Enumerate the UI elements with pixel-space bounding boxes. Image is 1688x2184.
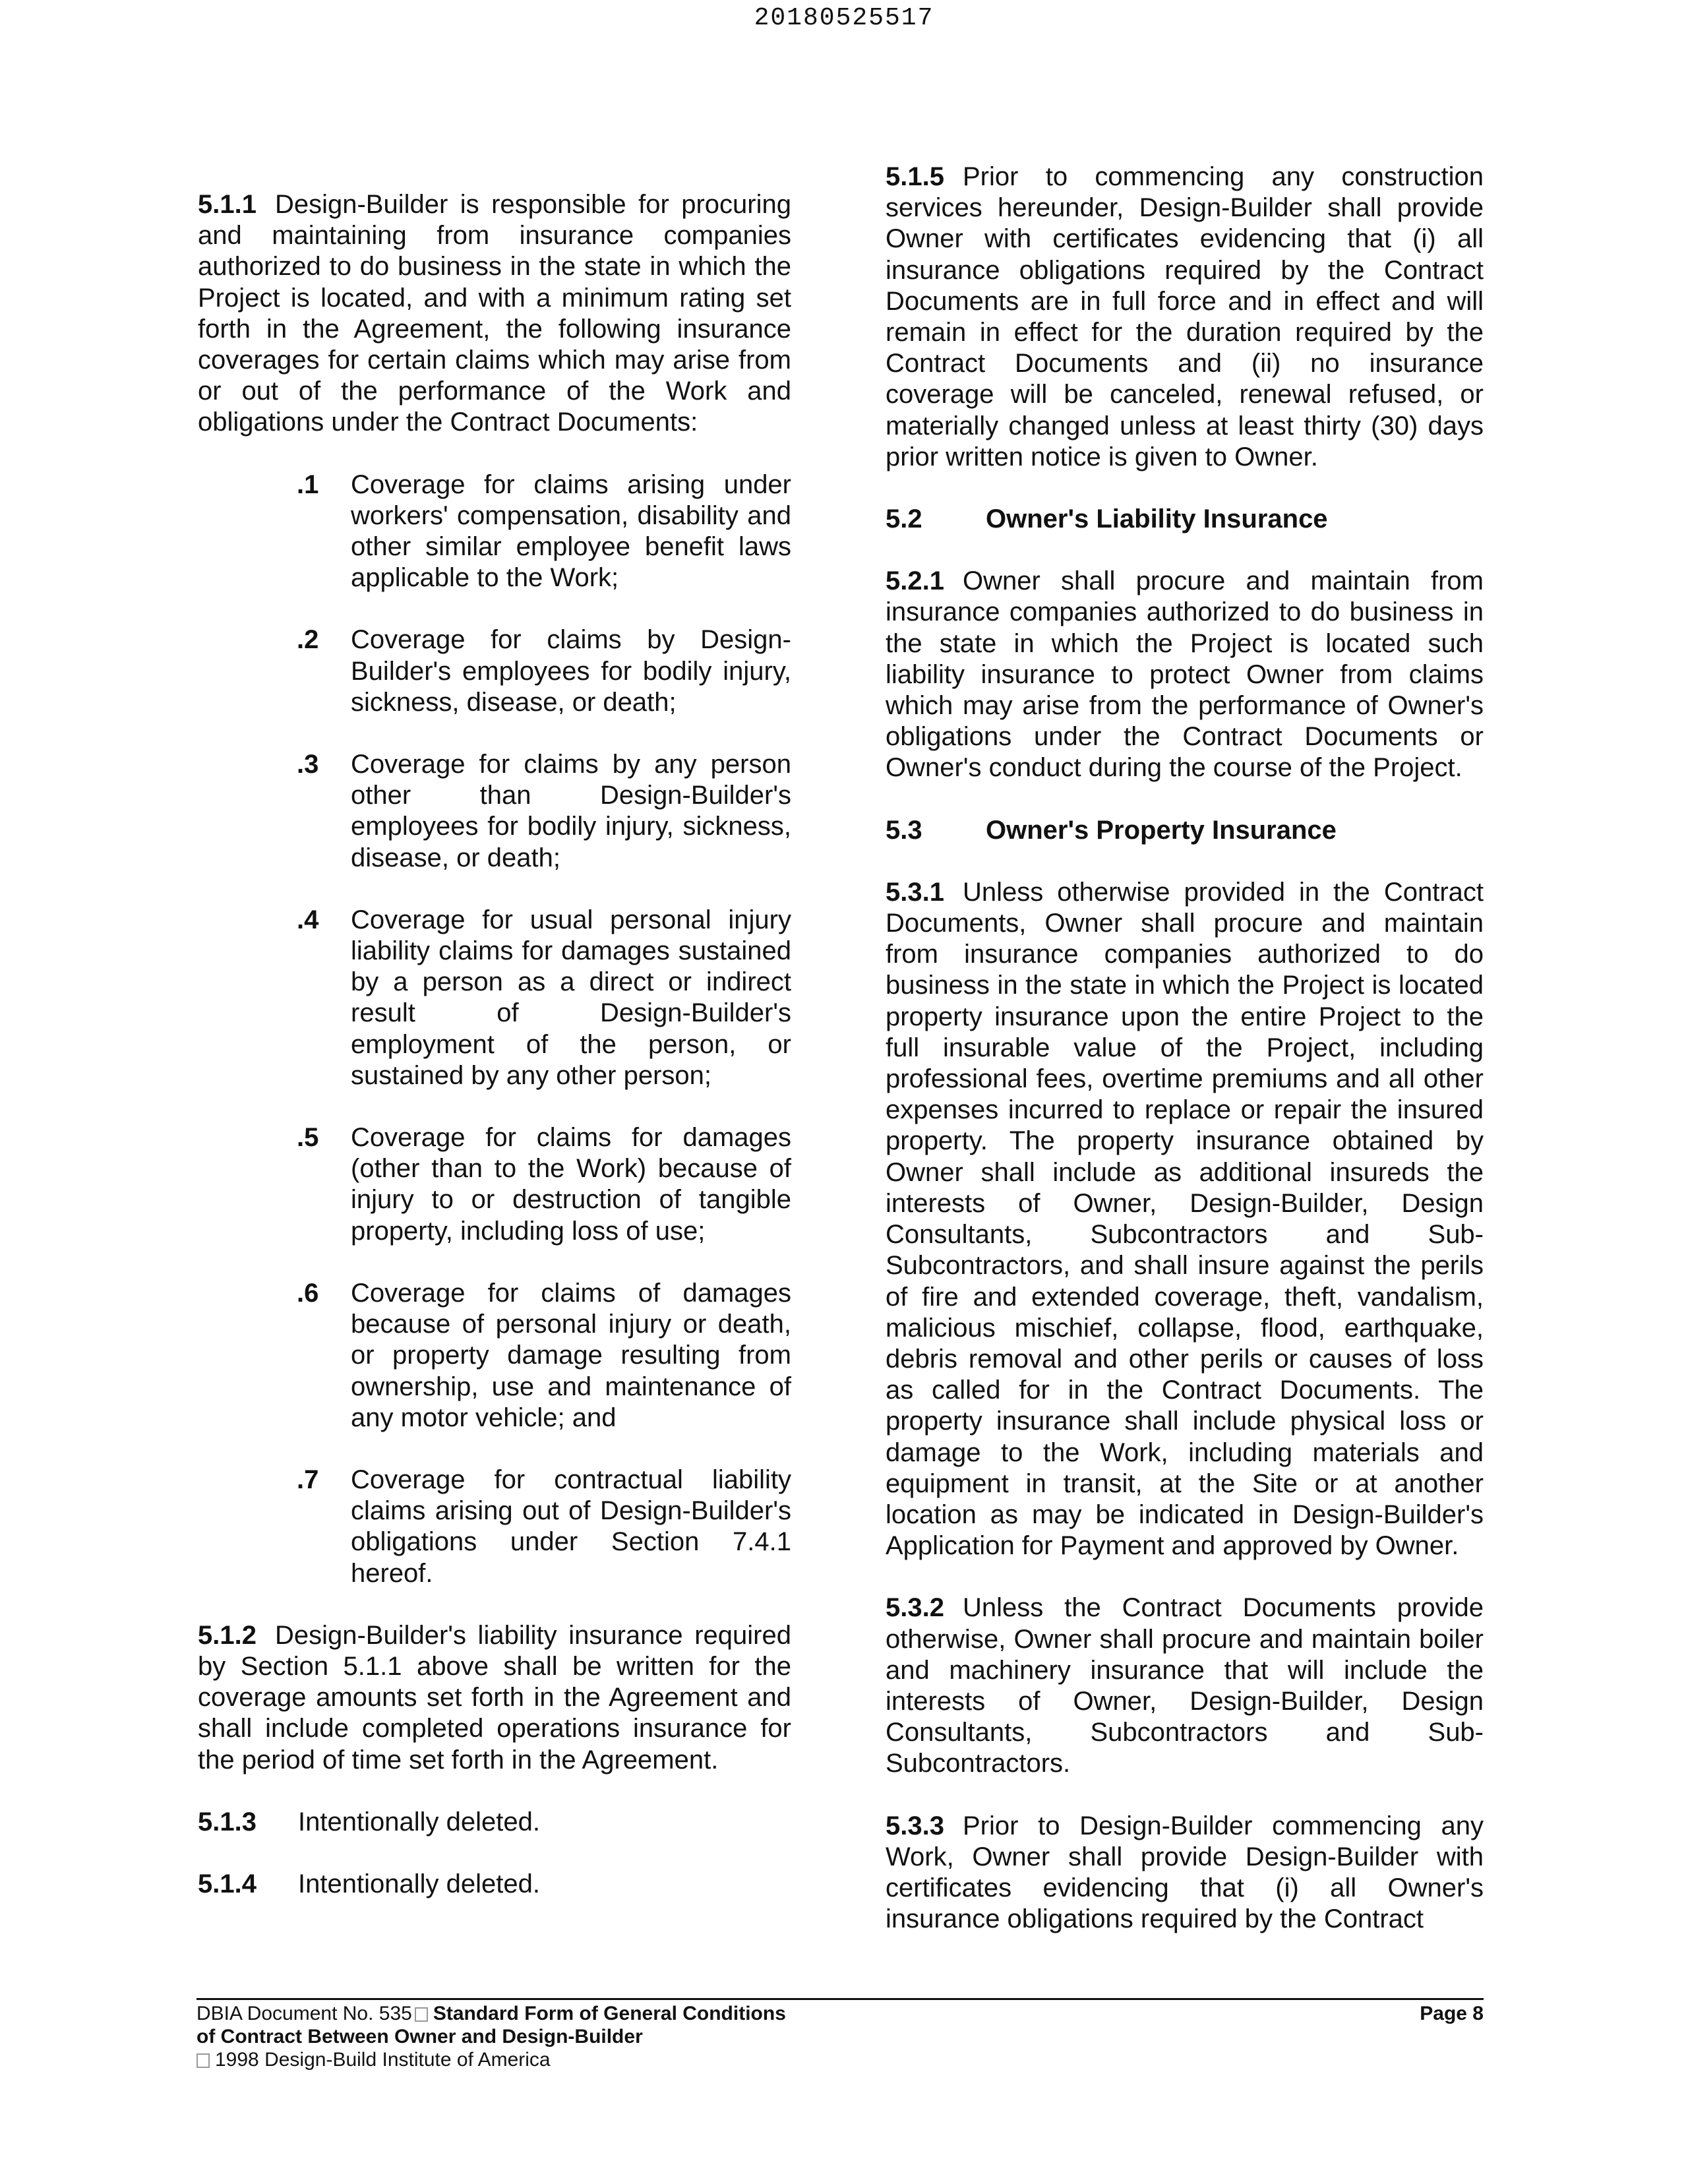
- list-item-text: Coverage for claims for damages (other than to the Work) because of injury to or destruction of tangible property, including loss of use;: [351, 1123, 791, 1246]
- list-marker: .2: [297, 625, 319, 655]
- list-item-text: Coverage for claims arising under workers' compensation, disability and other similar employee benefit laws applicable to the Work;: [351, 470, 791, 593]
- footer-line-1: [196, 2002, 1054, 2025]
- list-item: [198, 1465, 791, 1589]
- paragraph-number: 5.3.1: [886, 877, 944, 907]
- paragraph-number: 5.3.3: [886, 1811, 944, 1840]
- paragraph-number: 5.3.2: [886, 1593, 944, 1623]
- list-item: [198, 624, 791, 718]
- paragraph-text: Owner shall procure and maintain from insurance companies authorized to do business in the state in which the Project is located such liability insurance to protect Owner from claims which may arise from the performance of Owner's obligations under the Contract Documents or Owner's conduct during the course of the Project.: [886, 566, 1484, 783]
- paragraph-5-3-1: [886, 877, 1484, 1562]
- footer-copyright: 1998 Design-Build Institute of America: [215, 2049, 551, 2071]
- list-item: [198, 470, 791, 594]
- paragraph-text: Intentionally deleted.: [298, 1807, 540, 1836]
- paragraph-5-1-3: [198, 1807, 791, 1838]
- paragraph-5-3-3: [886, 1811, 1484, 1935]
- heading-number: 5.2: [886, 504, 922, 534]
- footer-line-2: [196, 2025, 1054, 2048]
- list-marker: .3: [297, 750, 319, 779]
- list-item: [198, 905, 791, 1091]
- paragraph-number: 5.2.1: [886, 566, 944, 596]
- paragraph-text: Unless otherwise provided in the Contract Documents, Owner shall procure and maintain from insurance companies authorized to do business in the state in which the Project is located property insurance upon the entire Project to the full insurable value of the Project, including professional fees, overtime premiums and all other expenses incurred to replace or repair the insured property. The property insurance obtained by Owner shall include as additional insureds the interests of Owner, Design-Builder, Design Consultants, Subcontractors and Sub-Subcontractors, and shall insure against the perils of fire and extended coverage, theft, vandalism, malicious mischief, collapse, flood, earthquake, debris removal and other perils or causes of loss as called for in the Contract Documents. The property insurance shall include physical loss or damage to the Work, including materials and equipment in transit, at the Site or at another location as may be indicated in Design-Builder's Application for Payment and approved by Owner.: [886, 877, 1484, 1561]
- list-marker: .6: [297, 1278, 319, 1308]
- paragraph-text: Design-Builder is responsible for procuring and maintaining from insurance companies authorized to do business in the state in which the Project is located, and with a minimum rating set forth in the Agreement, the following insurance coverages for certain claims which may arise from or out of the performance of the Work and obligations under the Contract Documents:: [198, 190, 791, 437]
- section-heading-5-3: [886, 815, 1484, 846]
- paragraph-5-2-1: [886, 566, 1484, 783]
- paragraph-text: Prior to commencing any construction services hereunder, Design-Builder shall provide Owner with certificates evidencing that (i) all insurance obligations required by the Contract Documents are in full force and in effect and will remain in effect for the duration required by the Contract Documents and (ii) no insurance coverage will be canceled, renewal refused, or materially changed unless at least thirty (30) days prior written notice is given to Owner.: [886, 162, 1484, 471]
- footer-doc-number: DBIA Document No. 535: [196, 2003, 412, 2024]
- heading-title: Owner's Liability Insurance: [986, 504, 1328, 534]
- paragraph-text: Design-Builder's liability insurance required by Section 5.1.1 above shall be written for the coverage amounts set forth in the Agreement and shall include completed operations insurance for the period of time set forth in the Agreement.: [198, 1620, 791, 1774]
- paragraph-number: 5.1.5: [886, 162, 944, 191]
- paragraph-number: 5.1.3: [198, 1807, 256, 1836]
- paragraph-text: Unless the Contract Documents provide otherwise, Owner shall procure and maintain boiler and machinery insurance that will include the interests of Owner, Design-Builder, Design Consultants, Subcontractors and Sub-Subcontractors.: [886, 1593, 1484, 1778]
- paragraph-number: 5.1.4: [198, 1869, 256, 1898]
- list-item-text: Coverage for usual personal injury liability claims for damages sustained by a person as a direct or indirect result of Design-Builder's employment of the person, or sustained by any other person;: [351, 905, 791, 1090]
- list-item-text: Coverage for claims of damages because of personal injury or death, or property damage resulting from ownership, use and maintenance of any motor vehicle; and: [351, 1278, 791, 1432]
- section-heading-5-2: [886, 504, 1484, 535]
- paragraph-5-3-2: [886, 1592, 1484, 1779]
- paragraph-number: 5.1.2: [198, 1620, 256, 1650]
- list-item: [198, 749, 791, 874]
- heading-number: 5.3: [886, 815, 922, 845]
- footer-title-line-1: Standard Form of General Conditions: [433, 2003, 786, 2024]
- box-glyph-icon: [415, 2007, 428, 2022]
- document-id: 20180525517: [754, 4, 934, 32]
- paragraph-text: Intentionally deleted.: [298, 1869, 540, 1898]
- left-column: [198, 189, 791, 1900]
- right-column: [886, 162, 1484, 1935]
- footer-title-line-2: of Contract Between Owner and Design-Builder: [196, 2026, 643, 2048]
- paragraph-5-1-4: [198, 1869, 791, 1900]
- list-marker: .7: [297, 1465, 319, 1494]
- heading-title: Owner's Property Insurance: [986, 815, 1337, 845]
- box-glyph-icon: [196, 2053, 210, 2068]
- list-marker: .5: [297, 1123, 319, 1153]
- list-marker: .4: [297, 905, 319, 934]
- paragraph-5-1-5: [886, 162, 1484, 473]
- list-marker: .1: [297, 470, 319, 499]
- paragraph-5-1-2: [198, 1620, 791, 1776]
- paragraph-5-1-1: [198, 189, 791, 439]
- list-item-text: Coverage for claims by any person other than Design-Builder's employees for bodily injury, sickness, disease, or death;: [351, 750, 791, 872]
- list-item-text: Coverage for contractual liability claims arising out of Design-Builder's obligations under Section 7.4.1 hereof.: [351, 1465, 791, 1588]
- paragraph-number: 5.1.1: [198, 190, 256, 219]
- list-item: [198, 1278, 791, 1434]
- footer-info: [196, 2002, 1054, 2071]
- list-item: [198, 1122, 791, 1247]
- footer-line-3: [196, 2048, 1054, 2071]
- paragraph-text: Prior to Design-Builder commencing any Work, Owner shall provide Design-Builder with certificates evidencing that (i) all Owner's insurance obligations required by the Contract: [886, 1811, 1484, 1934]
- list-item-text: Coverage for claims by Design-Builder's employees for bodily injury, sickness, disease, or death;: [351, 625, 791, 717]
- page-number: Page 8: [1420, 2003, 1484, 2024]
- footer-divider: [196, 1998, 1484, 2000]
